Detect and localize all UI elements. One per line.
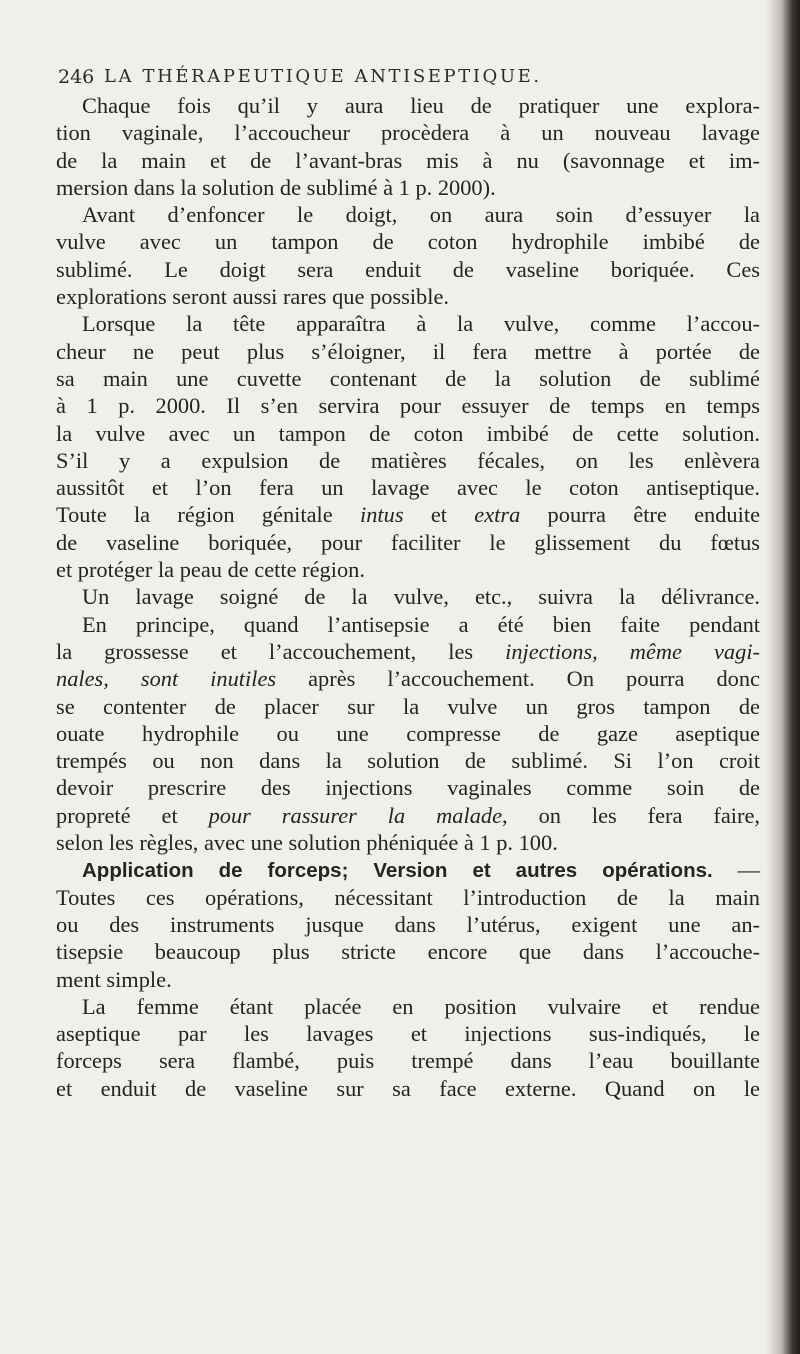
- text-segment: et protéger la peau de cette région.: [56, 557, 365, 583]
- text-segment: vulve avec un tampon de coton hydrophile imbibé de: [56, 229, 760, 255]
- text-line: [56, 447, 760, 474]
- text-segment: sa main une cuvette contenant de la solution de sublimé: [56, 365, 760, 391]
- text-segment: aseptique par les lavages et injections sus-indiqués, le: [56, 1021, 760, 1047]
- text-segment: tion vaginale, l’accoucheur procèdera à un nouveau lavage: [56, 120, 760, 146]
- text-segment: de vaseline boriquée, pour faciliter le glissement du fœtus: [56, 529, 760, 555]
- text-line: [56, 665, 760, 692]
- text-line: [56, 911, 760, 938]
- text-line: [56, 392, 760, 419]
- italic-text: intus: [360, 502, 404, 528]
- text-segment: Toutes ces opérations, nécessitant l’introduction de la main: [56, 884, 760, 910]
- text-segment: mersion dans la solution de sublimé à 1 p. 2000).: [56, 174, 496, 200]
- text-line: [56, 474, 760, 501]
- body-text: [56, 92, 760, 1102]
- text-line: [56, 92, 760, 119]
- italic-text: extra: [474, 502, 521, 528]
- text-segment: sublimé. Le doigt sera enduit de vaseline boriquée. Ces: [56, 256, 760, 282]
- text-line: [56, 338, 760, 365]
- text-line: [56, 256, 760, 283]
- text-line: [56, 556, 760, 583]
- text-line: [56, 638, 760, 665]
- text-line: [56, 966, 760, 993]
- text-segment: après l’accouchement. On pourra donc: [276, 666, 760, 692]
- text-line: [56, 938, 760, 965]
- text-line: [56, 228, 760, 255]
- text-line: [56, 611, 760, 638]
- text-segment: la vulve avec un tampon de coton imbibé de cette solution.: [56, 420, 760, 446]
- text-line: [56, 1020, 760, 1047]
- text-segment: Chaque fois qu’il y aura lieu de pratiquer une explora-: [82, 93, 760, 118]
- text-segment: ment simple.: [56, 966, 172, 992]
- text-segment: aussitôt et l’on fera un lavage avec le coton antiseptique.: [56, 475, 760, 501]
- italic-text: pour rassurer la malade: [208, 802, 503, 828]
- text-line: [56, 583, 760, 610]
- text-line: [56, 720, 760, 747]
- text-line: [56, 774, 760, 801]
- page-number: 246: [58, 66, 95, 88]
- text-line: [56, 420, 760, 447]
- text-line: [56, 829, 760, 856]
- text-line: [56, 119, 760, 146]
- italic-text: injections, même vagi-: [505, 638, 760, 664]
- text-segment: trempés ou non dans la solution de sublimé. Si l’on croit: [56, 748, 760, 774]
- text-segment: propreté et: [56, 802, 209, 828]
- running-title: LA THÉRAPEUTIQUE ANTISEPTIQUE.: [104, 66, 542, 87]
- text-line: [56, 693, 760, 720]
- text-segment: Avant d’enfoncer le doigt, on aura soin d’essuyer la: [82, 202, 760, 228]
- text-segment: pourra être enduite: [520, 502, 761, 528]
- text-line: [56, 993, 760, 1020]
- text-segment: ou des instruments jusque dans l’utérus, exigent une an-: [56, 911, 760, 937]
- text-line: [56, 1075, 760, 1102]
- text-segment: à 1 p. 2000. Il s’en servira pour essuyer de temps en temps: [56, 393, 760, 419]
- page-edge-shadow: [766, 0, 800, 1354]
- text-segment: tisepsie beaucoup plus stricte encore que dans l’accouche-: [56, 939, 760, 965]
- text-line: [56, 747, 760, 774]
- text-segment: , on les fera faire,: [502, 802, 760, 828]
- text-segment: la grossesse et l’accouchement, les: [56, 638, 506, 664]
- text-line: [56, 856, 760, 883]
- text-segment: cheur ne peut plus s’éloigner, il fera mettre à portée de: [56, 338, 760, 364]
- text-segment: et enduit de vaseline sur sa face externe. Quand on le: [56, 1075, 760, 1101]
- text-line: [56, 283, 760, 310]
- text-line: [56, 884, 760, 911]
- text-segment: En principe, quand l’antisepsie a été bien faite pendant: [82, 611, 760, 637]
- text-line: [56, 501, 760, 528]
- section-heading: Application de forceps; Version et autres opérations.: [82, 859, 713, 883]
- text-segment: explorations seront aussi rares que possible.: [56, 284, 449, 310]
- text-segment: La femme étant placée en position vulvaire et rendue: [82, 993, 760, 1019]
- text-segment: Toute la région génitale: [56, 502, 360, 528]
- page-header: [58, 66, 758, 94]
- text-segment: Lorsque la tête apparaîtra à la vulve, comme l’accou-: [82, 311, 760, 337]
- text-line: [56, 802, 760, 829]
- text-line: [56, 147, 760, 174]
- text-line: [56, 1047, 760, 1074]
- text-line: [56, 310, 760, 337]
- text-line: [56, 201, 760, 228]
- text-segment: ouate hydrophile ou une compresse de gaze aseptique: [56, 720, 760, 746]
- text-segment: forceps sera flambé, puis trempé dans l’eau bouillante: [56, 1048, 760, 1074]
- text-line: [56, 529, 760, 556]
- text-line: [56, 174, 760, 201]
- text-segment: se contenter de placer sur la vulve un gros tampon de: [56, 693, 760, 719]
- text-segment: selon les règles, avec une solution phéniquée à 1 p. 100.: [56, 830, 558, 856]
- italic-text: nales, sont inutiles: [56, 666, 277, 692]
- text-segment: —: [712, 857, 760, 883]
- text-segment: Un lavage soigné de la vulve, etc., suivra la délivrance.: [82, 584, 760, 610]
- text-segment: devoir prescrire des injections vaginales comme soin de: [56, 775, 760, 801]
- text-segment: et: [403, 502, 475, 528]
- text-segment: de la main et de l’avant-bras mis à nu (savonnage et im-: [56, 147, 760, 173]
- text-line: [56, 365, 760, 392]
- text-segment: S’il y a expulsion de matières fécales, on les enlèvera: [56, 447, 760, 473]
